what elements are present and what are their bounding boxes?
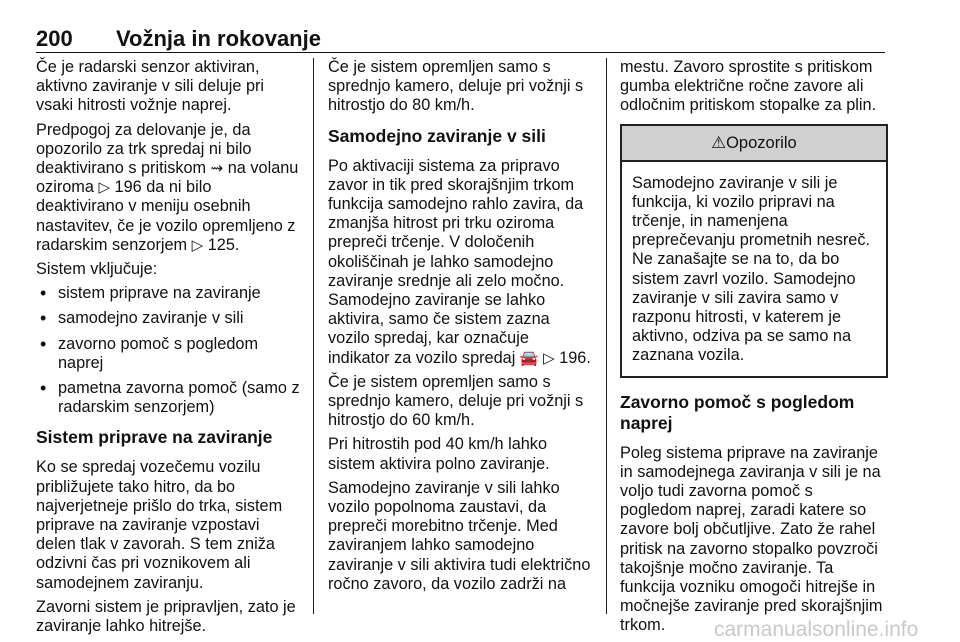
paragraph: Sistem vključuje: [36,260,158,279]
bullet-list [36,284,302,417]
page-header [36,26,885,53]
list-item: • sistem priprave na zaviranje [36,284,302,303]
section-heading: Sistem priprave na zaviranje [36,427,273,448]
warning-icon: ⚠ [711,133,727,152]
list-item: • zavorno pomoč s pogledom naprej [36,335,302,373]
paragraph: Predpogoj za delovanje je, da opozorilo za trk spredaj ni bilo deaktivirano s pritiskom ⇝ na volanu oziroma ▷ 196 da ni bilo deaktivirano v meniju osebnih nastavitev, če je vozilo opremljeno z radarskim senzorjem ▷ 125. [36,120,299,254]
paragraph: Zavorni sistem je pripravljen, zato je zaviranje lahko hitrejše. [36,597,296,636]
vehicle-ahead-icon: 🚘 [519,349,539,367]
column-divider [606,58,607,614]
list-item: • pametna zavorna pomoč (samo z radarskim senzorjem) [36,379,302,417]
warning-text: Samodejno zaviranje v sili je funkcija, ki vozilo pripravi na trčenje, in namenjena preprečevanju prometnih nesreč. Ne zanašajte se na to, da bo sistem zavrl vozilo. Samodejno zaviranje v sili zavira samo v razponu hitrosti, v katerem je aktivno, odziva pa se samo na zaznana vozila. [632,173,871,365]
paragraph: Ko se spredaj vozečemu vozilu približujete tako hitro, da bo najverjetneje prišlo do trka, sistem priprave na zaviranje vzpostavi delen tlak v zavorah. S tem zniža odzivni čas pri voznikovem ali samodejnem zaviranju. [36,458,283,592]
column-right [620,58,888,641]
page-reference[interactable]: 196 [114,178,142,197]
section-heading: Zavorno pomoč s pogledom naprej [620,391,855,433]
warning-header [622,126,886,162]
paragraph: mestu. Zavoro sprostite s pritiskom gumba električne ročne zavore ali odločnim pritiskom stopalke za plin. [620,58,877,115]
page-title: Vožnja in rokovanje [116,26,321,51]
column-middle [328,58,594,599]
page-ref-arrow-icon: ▷ [191,236,204,254]
column-divider [313,58,314,614]
page-reference[interactable]: 196 [559,348,587,367]
warning-title: Opozorilo [726,133,797,152]
paragraph: Po aktivaciji sistema za pripravo zavor in tik pred skorajšnjim trkom funkcija samodejno rahlo zavira, da zmanjša hitrost pri trku oziroma prepreči trčenje. V določenih okoliščinah je lahko samodejno zaviranje srednje ali zelo močno. Samodejno zaviranje se lahko aktivira, samo če sistem zazna vozilo spredaj, kar označuje indikator za vozilo spredaj 🚘 ▷ 196. [328,156,591,367]
page-ref-arrow-icon: ▷ [98,179,110,197]
column-left [36,58,302,641]
paragraph: Pri hitrostih pod 40 km/h lahko sistem aktivira polno zaviranje. [328,435,550,473]
page-ref-arrow-icon: ▷ [543,349,555,367]
warning-box [620,124,888,378]
watermark: carmanualsonline.info [714,618,919,641]
page-reference[interactable]: 125 [207,235,235,254]
paragraph: Samodejno zaviranje v sili lahko vozilo popolnoma zaustavi, da prepreči morebitno trčenje. Med zaviranjem lahko samodejno zaviranje v sili aktivira tudi električno ročno zavoro, da vozilo zadrži na [328,478,591,593]
steering-button-icon: ⇝ [210,160,224,178]
paragraph: Če je radarski senzor aktiviran, aktivno zaviranje v sili deluje pri vsaki hitrosti vožnje naprej. [36,58,265,115]
paragraph: Če je sistem opremljen samo s sprednjo kamero, deluje pri vožnji s hitrostjo do 60 km/h. [328,372,584,430]
page-number: 200 [36,26,73,51]
section-heading: Samodejno zaviranje v sili [328,125,546,146]
paragraph: Če je sistem opremljen samo s sprednjo kamero, deluje pri vožnji s hitrostjo do 80 km/h. [328,58,584,115]
list-item: • samodejno zaviranje v sili [36,309,302,328]
paragraph: Poleg sistema priprave na zaviranje in samodejnega zaviranja v sili je na voljo tudi zavorna pomoč s pogledom naprej, zaradi katere so zavore bolj občutljive. Zato že rahel pritisk na zavorno stopalko povzroči takojšnje močno zaviranje. Ta funkcija vozniku omogoči hitrejše in močnejše zaviranje pred skorajšnjim trkom. [620,443,883,635]
